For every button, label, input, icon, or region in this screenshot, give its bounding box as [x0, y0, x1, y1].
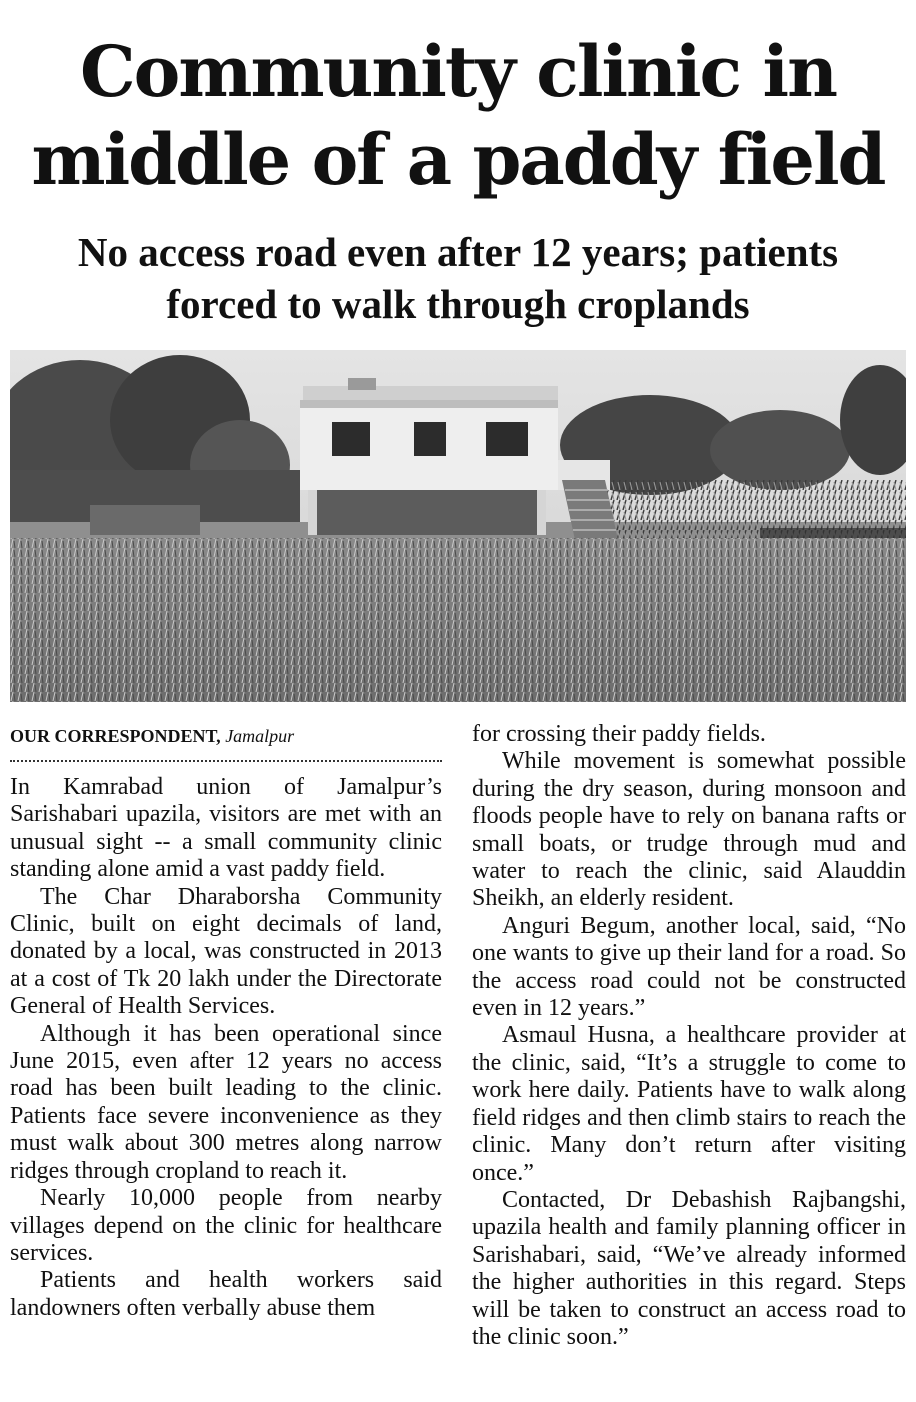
headline-line-1: Community clinic in [79, 30, 837, 113]
paragraph: Although it has been operational since June 2015, even after 12 years no access road has been built leading to the clinic. Patients face severe inconvenience as they must walk about 300 metres along narrow ridges through cropland to reach it. [10, 1020, 442, 1184]
byline-divider [10, 760, 442, 762]
paragraph: for crossing their paddy fields. [472, 721, 766, 747]
paragraph: Nearly 10,000 people from nearby villages depend on the clinic for healthcare services. [10, 1185, 442, 1266]
clinic-photo [10, 350, 906, 702]
subheadline-line-1: No access road even after 12 years; patients [77, 229, 839, 275]
paragraph: In Kamrabad union of Jamalpur’s Sarishabari upazila, visitors are met with an unusual sight -- a small community clinic standing alone amid a vast paddy field. [10, 774, 442, 883]
subheadline-line-2: forced to walk through croplands [166, 281, 750, 327]
byline-author: OUR CORRESPONDENT, [10, 726, 221, 746]
byline [10, 724, 442, 748]
subheadline [0, 226, 916, 330]
article-column-2 [472, 721, 906, 1351]
headline-line-2: middle of a paddy field [31, 118, 885, 201]
headline [0, 28, 916, 204]
paragraph: The Char Dharaborsha Community Clinic, built on eight decimals of land, donated by a local, was constructed in 2013 at a cost of Tk 20 lakh under the Directorate General of Health Services. [10, 883, 442, 1020]
paragraph: While movement is somewhat possible during the dry season, during monsoon and floods people have to rely on banana rafts or small boats, or trudge through mud and water to reach the clinic, said Alauddin Sheikh, an elderly resident. [472, 748, 906, 912]
byline-location: Jamalpur [225, 726, 295, 746]
article-column-1 [10, 774, 442, 1322]
paragraph: Contacted, Dr Debashish Rajbangshi, upazila health and family planning officer in Sarishabari, said, “We’ve already informed the higher authorities in this regard. Steps will be taken to construct an access road to the clinic soon.” [472, 1186, 906, 1350]
paragraph: Asmaul Husna, a healthcare provider at the clinic, said, “It’s a struggle to come to work here daily. Patients have to walk along field ridges and then climb stairs to reach the clinic. Many don’t return after visiting once.” [472, 1022, 906, 1186]
paragraph: Patients and health workers said landowners often verbally abuse them [10, 1267, 442, 1321]
paragraph: Anguri Begum, another local, said, “No one wants to give up their land for a road. So the access road could not be constructed even in 12 years.” [472, 912, 906, 1022]
